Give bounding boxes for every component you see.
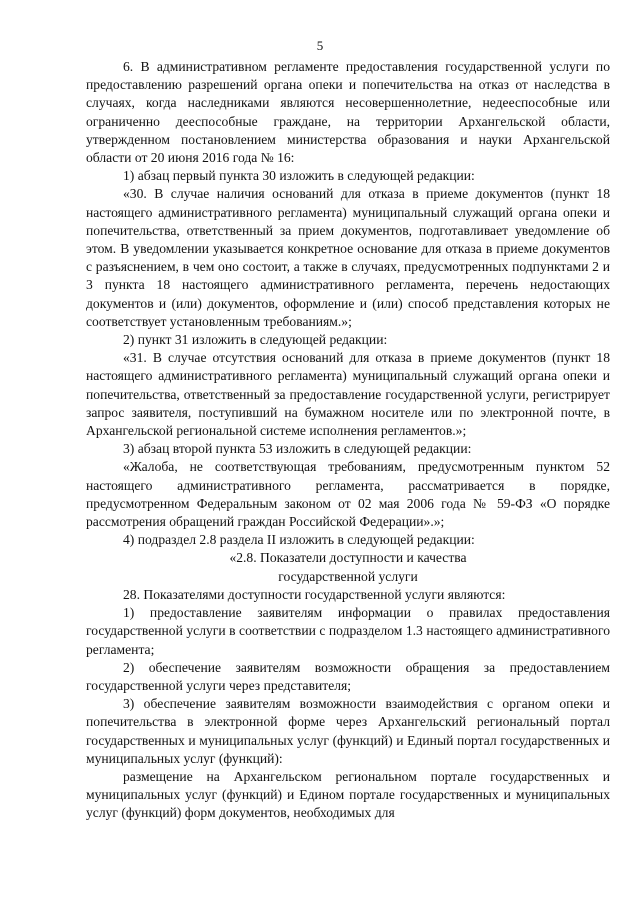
paragraph-subitem-1: 1) абзац первый пункта 30 изложить в следующей редакции: bbox=[123, 168, 475, 184]
paragraph-list-2: 2) обеспечение заявителям возможности обращения за предоставлением государственной услуги через представителя; bbox=[86, 659, 610, 693]
paragraph-subitem-4: 4) подраздел 2.8 раздела II изложить в следующей редакции: bbox=[123, 532, 475, 548]
paragraph-list-1: 1) предоставление заявителям информации о правилах предоставления государственной услуги в соответствии с подразделом 1.3 настоящего административного регламента; bbox=[86, 605, 610, 657]
paragraph-item-28: 28. Показателями доступности государственной услуги являются: bbox=[123, 586, 506, 602]
paragraph-subitem-2: 2) пункт 31 изложить в следующей редакции: bbox=[123, 332, 388, 348]
section-heading-line-1: «2.8. Показатели доступности и качества bbox=[229, 550, 467, 566]
paragraph-quote-complaint: «Жалоба, не соответствующая требованиям, предусмотренным пунктом 52 настоящего административного регламента, рассматривается в порядке, предусмотренном Федеральным законом от 02 мая 2006 года № 59-ФЗ «О порядке рассмотрения обращений граждан Российской Федерации».»; bbox=[86, 459, 610, 530]
paragraph-subitem-3: 3) абзац второй пункта 53 изложить в следующей редакции: bbox=[123, 441, 472, 457]
paragraph-list-3: 3) обеспечение заявителям возможности взаимодействия с органом опеки и попечительства в электронной форме через Архангельский региональный портал государственных и муниципальных услуг (функций) и Единый портал государственных и муниципальных услуг (функций): bbox=[86, 696, 610, 766]
paragraph-item-6: 6. В административном регламенте предоставления государственной услуги по предоставлению разрешений органа опеки и попечительства на отказ от наследства в случаях, когда наследниками являются несовершеннолетние, недееспособные или ограниченно дееспособные граждане, на территории Архангельской области, утвержденном постановлением министерства образования и науки Архангельской области от 20 июня 2016 года № 16: bbox=[86, 59, 610, 166]
document-body bbox=[86, 58, 610, 823]
paragraph-quote-31: «31. В случае отсутствия оснований для отказа в приеме документов (пункт 18 настоящего административного регламента) муниципальный служащий органа опеки и попечительства, ответственный за предоставление государственной услуги, регистрирует запрос заявителя, поступивший на бумажном носителе или по электронной почте, в Архангельской региональной системе исполнения регламентов.»; bbox=[86, 350, 610, 439]
paragraph-placement: размещение на Архангельском региональном портале государственных и муниципальных услуг (функций) и Едином портале государственных и муниципальных услуг (функций) форм документов, необходимых для bbox=[86, 768, 610, 821]
paragraph-quote-30: «30. В случае наличия оснований для отказа в приеме документов (пункт 18 настоящего административного регламента) муниципальный служащий органа опеки и попечительства, ответственный за прием документов, подготавливает уведомление об этом. В уведомлении указывается конкретное основание для отказа в приеме документов с разъяснением, в чем оно состоит, а также в случаях, предусмотренных подпунктами 2 и 3 пункта 18 настоящего административного регламента, перечень недостающих документов и (или) документов, оформление и (или) способ представления которых не соответствует установленным требованиям.»; bbox=[86, 186, 610, 329]
page-number: 5 bbox=[316, 38, 324, 53]
section-heading-line-2: государственной услуги bbox=[278, 568, 418, 584]
